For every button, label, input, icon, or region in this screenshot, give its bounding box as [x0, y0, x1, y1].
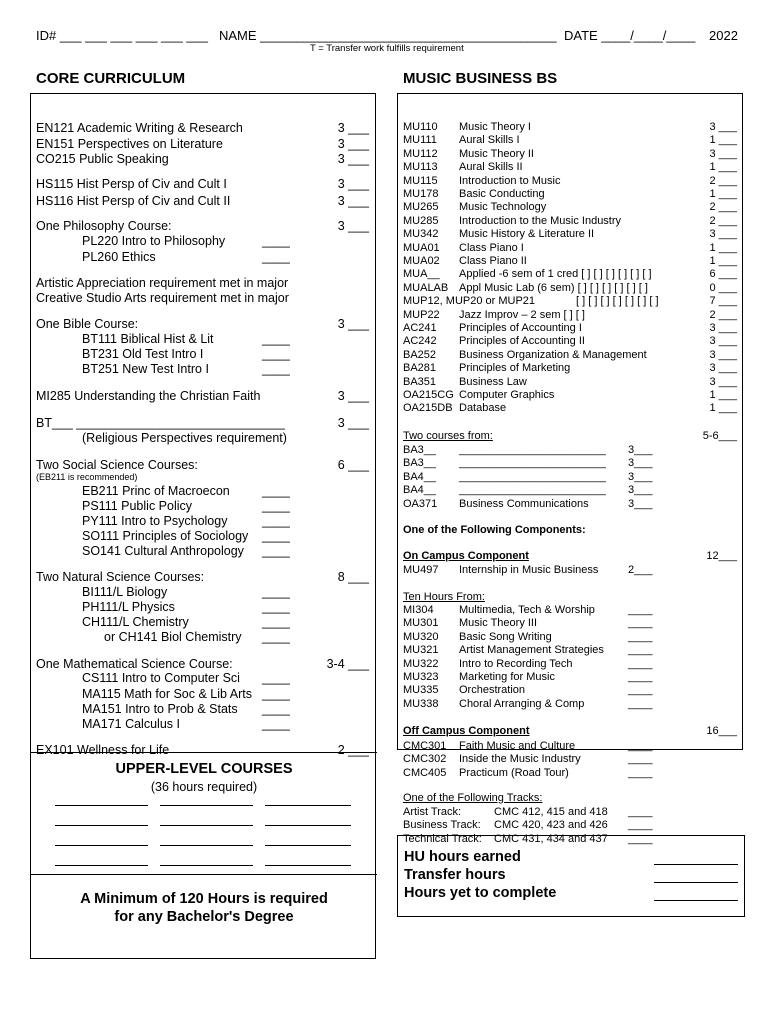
- core-course-row: One Philosophy Course:: [36, 219, 172, 233]
- music-hours-field[interactable]: 1 ___: [709, 134, 737, 147]
- elective-course-name[interactable]: Business Communications: [459, 497, 589, 510]
- elective-hours-field[interactable]: 3___: [628, 470, 653, 483]
- hu-hours-field[interactable]: [654, 864, 738, 865]
- ten-hours-check[interactable]: ____: [628, 671, 653, 683]
- off-campus-course-name: Practicum (Road Tour): [459, 766, 569, 779]
- core-check-field[interactable]: ____: [262, 615, 290, 629]
- music-course-name: Principles of Marketing: [459, 362, 571, 375]
- core-course-row: (Religious Perspectives requirement): [82, 431, 287, 445]
- music-course-code: MU265: [403, 201, 439, 214]
- transfer-hours-label: Transfer hours: [404, 867, 506, 883]
- music-course-name: Basic Conducting: [459, 188, 545, 200]
- music-course-name: Principles of Accounting II: [459, 335, 585, 348]
- on-campus-hours-field[interactable]: 12___: [706, 550, 737, 562]
- off-campus-hours-field[interactable]: 16___: [706, 725, 737, 737]
- music-course-code: AC241: [403, 322, 437, 334]
- core-check-field[interactable]: ____: [262, 332, 290, 346]
- core-hours-field[interactable]: 3 ___: [337, 389, 369, 403]
- core-hours-field[interactable]: 6 ___: [337, 458, 369, 472]
- music-course-name: Business Organization & Management: [459, 348, 647, 361]
- elective-course-code: BA4__: [403, 470, 437, 483]
- core-course-row: BT251 New Test Intro I: [82, 362, 209, 376]
- core-check-field[interactable]: ____: [262, 514, 290, 528]
- music-course-code: MU113: [403, 161, 438, 174]
- upper-level-title: UPPER-LEVEL COURSES: [115, 761, 293, 777]
- core-course-row: EB211 Princ of Macroecon: [82, 484, 230, 498]
- music-course-code: MUA01: [403, 241, 440, 254]
- ten-hours-check[interactable]: ____: [628, 630, 653, 643]
- core-check-field[interactable]: ____: [262, 499, 290, 513]
- music-course-name: Introduction to the Music Industry: [459, 214, 622, 227]
- music-course-code: MU110: [403, 121, 438, 133]
- off-campus-label: Off Campus Component: [403, 725, 530, 737]
- elective-course-name[interactable]: ________________________: [459, 444, 606, 456]
- music-course-code: MU178: [403, 188, 439, 200]
- core-course-row: EX101 Wellness for Life: [36, 743, 170, 757]
- date-field[interactable]: DATE ____/____/____: [564, 28, 696, 43]
- core-course-row: EN151 Perspectives on Literature: [36, 137, 223, 151]
- hours-summary-box: [397, 832, 745, 917]
- core-check-field[interactable]: ____: [262, 717, 290, 731]
- music-hours-field[interactable]: 3 ___: [709, 121, 737, 133]
- ten-hours-course-name: Intro to Recording Tech: [459, 657, 573, 670]
- music-course-name: Class Piano II: [459, 255, 527, 267]
- elective-hours-field[interactable]: 3___: [628, 497, 653, 510]
- elective-course-name[interactable]: ________________________: [459, 484, 606, 497]
- elective-course-name[interactable]: ________________________: [459, 457, 606, 470]
- core-hours-field[interactable]: 2 ___: [337, 743, 369, 757]
- core-course-row: (EB211 is recommended): [36, 472, 138, 482]
- ten-hours-course-name: Basic Song Writing: [459, 630, 552, 643]
- off-campus-course-code: CMC301: [403, 740, 447, 752]
- core-course-row: Two Natural Science Courses:: [36, 570, 205, 584]
- core-curriculum-section: [30, 70, 376, 959]
- core-course-row: Creative Studio Arts requirement met in major: [36, 291, 289, 305]
- music-course-code: MUALAB: [403, 281, 449, 294]
- track-check[interactable]: ____: [628, 819, 653, 832]
- ten-hours-course-name: Marketing for Music: [459, 671, 555, 683]
- music-course-name: Music Theory I: [459, 121, 531, 133]
- core-course-row: PH111/L Physics: [82, 600, 175, 614]
- music-course-name: Applied -6 sem of 1 cred [ ] [ ] [ ] [ ] [ ] [ ]: [459, 268, 652, 281]
- music-course-name: [ ] [ ] [ ] [ ] [ ] [ ] [ ]: [576, 295, 659, 308]
- music-hours-field[interactable]: 3 ___: [709, 375, 737, 388]
- ten-hours-course-name: Artist Management Strategies: [459, 644, 604, 657]
- music-course-name: Business Law: [459, 375, 527, 388]
- music-hours-field[interactable]: 1 ___: [709, 188, 737, 200]
- music-course-code: AC242: [403, 335, 437, 348]
- name-field[interactable]: NAME _________________________________________: [219, 28, 557, 43]
- music-hours-field[interactable]: 7 ___: [709, 295, 737, 308]
- music-course-name: Database: [459, 402, 507, 415]
- core-check-field[interactable]: ____: [262, 234, 290, 248]
- music-course-name: Aural Skills I: [459, 134, 520, 147]
- core-check-field[interactable]: ____: [262, 529, 290, 543]
- core-check-field[interactable]: ____: [262, 585, 290, 599]
- ten-hours-course-code: MU335: [403, 684, 439, 697]
- core-course-row: BT___ ______________________________: [36, 416, 285, 430]
- core-check-field[interactable]: ____: [262, 702, 290, 716]
- on-campus-label: On Campus Component: [403, 550, 529, 562]
- core-hours-field[interactable]: 3 ___: [337, 152, 369, 166]
- track-courses: CMC 420, 423 and 426: [494, 819, 608, 832]
- music-course-code: OA215CG: [403, 389, 454, 401]
- core-course-row: BI111/L Biology: [82, 585, 168, 599]
- transfer-note: T = Transfer work fulfills requirement: [310, 43, 464, 54]
- music-course-name: Computer Graphics: [459, 389, 555, 401]
- core-course-row: SO111 Principles of Sociology: [82, 529, 249, 543]
- music-hours-field[interactable]: 3 ___: [709, 362, 737, 375]
- core-check-field[interactable]: ____: [262, 250, 290, 264]
- music-hours-field[interactable]: 0 ___: [709, 281, 737, 294]
- core-course-row: HS116 Hist Persp of Civ and Cult II: [36, 194, 231, 208]
- upper-level-subtitle: (36 hours required): [150, 780, 258, 794]
- elective-course-code: BA4__: [403, 484, 437, 497]
- core-course-row: CO215 Public Speaking: [36, 152, 169, 166]
- ten-hours-course-name: Choral Arranging & Comp: [459, 697, 585, 710]
- music-hours-field[interactable]: 3 ___: [709, 322, 737, 334]
- music-course-name: Class Piano I: [459, 241, 524, 254]
- track-courses: CMC 431, 434 and 437: [494, 832, 608, 845]
- ten-hours-course-code: MU321: [403, 644, 439, 657]
- music-hours-field[interactable]: 1 ___: [709, 255, 737, 267]
- hu-hours-label: HU hours earned: [404, 849, 521, 865]
- music-hours-field[interactable]: 3 ___: [709, 335, 737, 348]
- upper-level-section: [31, 752, 377, 959]
- elective-course-code: BA3__: [403, 444, 437, 456]
- music-course-code: MUP22: [403, 308, 440, 321]
- ten-hours-label: Ten Hours From:: [403, 591, 485, 603]
- ten-hours-course-name: Multimedia, Tech & Worship: [459, 604, 595, 616]
- music-course-code: MU112: [403, 147, 438, 160]
- music-course-name: Music History & Literature II: [459, 228, 595, 241]
- music-hours-field[interactable]: 2 ___: [709, 214, 737, 227]
- off-campus-course-hours[interactable]: ____: [628, 753, 653, 766]
- music-hours-field[interactable]: 1 ___: [709, 161, 737, 174]
- core-curriculum-title: CORE CURRICULUM: [36, 70, 186, 87]
- core-course-row: HS115 Hist Persp of Civ and Cult I: [36, 177, 227, 191]
- core-hours-field[interactable]: 3-4 ___: [326, 657, 369, 671]
- elective-course-code: BA3__: [403, 457, 437, 470]
- core-course-row: or CH141 Biol Chemistry: [104, 630, 242, 644]
- music-course-code: OA215DB: [403, 402, 453, 415]
- core-check-field[interactable]: ____: [262, 544, 290, 558]
- ten-hours-course-code: MU323: [403, 671, 439, 683]
- core-course-row: PL220 Intro to Philosophy: [82, 234, 226, 248]
- core-check-field[interactable]: ____: [262, 347, 290, 361]
- core-hours-field[interactable]: 3 ___: [337, 416, 369, 430]
- track-name: Technical Track:: [403, 832, 482, 845]
- off-campus-course-code: CMC302: [403, 753, 447, 766]
- off-campus-course-hours[interactable]: ____: [628, 740, 653, 752]
- music-course-name: Appl Music Lab (6 sem) [ ] [ ] [ ] [ ] [ ] [ ]: [459, 281, 648, 294]
- ten-hours-check[interactable]: ____: [628, 697, 653, 710]
- core-course-row: Artistic Appreciation requirement met in major: [36, 276, 289, 290]
- track-check[interactable]: ____: [628, 806, 653, 818]
- ten-hours-course-code: MU301: [403, 617, 439, 630]
- core-course-row: PY111 Intro to Psychology: [82, 514, 228, 528]
- core-hours-field[interactable]: 3 ___: [337, 317, 369, 331]
- music-business-section: [397, 70, 743, 845]
- elective-hours-field[interactable]: 3___: [628, 444, 653, 456]
- music-course-code: MU111: [403, 134, 437, 147]
- tracks-label: One of the Following Tracks:: [403, 792, 543, 804]
- music-course-code: BA351: [403, 375, 437, 388]
- off-campus-course-name: Inside the Music Industry: [459, 753, 581, 766]
- track-check[interactable]: ____: [628, 832, 653, 845]
- core-course-row: MA115 Math for Soc & Lib Arts: [82, 687, 252, 701]
- core-course-row: PL260 Ethics: [82, 250, 156, 264]
- music-course-name: Music Theory II: [459, 147, 534, 160]
- two-courses-hours-field[interactable]: 5-6___: [702, 430, 737, 442]
- music-hours-field[interactable]: 2 ___: [709, 201, 737, 214]
- core-hours-field[interactable]: 3 ___: [337, 137, 369, 151]
- core-check-field[interactable]: ____: [262, 687, 290, 701]
- core-course-row: One Bible Course:: [36, 317, 139, 331]
- core-hours-field[interactable]: 3 ___: [337, 194, 369, 208]
- track-name: Artist Track:: [403, 806, 462, 818]
- core-course-row: MI285 Understanding the Christian Faith: [36, 389, 261, 403]
- elective-hours-field[interactable]: 3___: [628, 484, 653, 497]
- ten-hours-course-name: Music Theory III: [459, 617, 538, 630]
- music-course-code: BA281: [403, 362, 437, 375]
- id-field[interactable]: ID# ___ ___ ___ ___ ___ ___: [36, 28, 209, 43]
- music-course-name: Introduction to Music: [459, 174, 561, 187]
- core-check-field[interactable]: ____: [262, 600, 290, 614]
- core-course-row: MA151 Intro to Prob & Stats: [82, 702, 238, 716]
- ten-hours-check[interactable]: ____: [628, 684, 653, 697]
- music-hours-field[interactable]: 3 ___: [709, 147, 737, 160]
- core-hours-field[interactable]: 8 ___: [337, 570, 369, 584]
- track-name: Business Track:: [403, 819, 481, 832]
- music-course-name: Jazz Improv – 2 sem [ ] [ ]: [459, 308, 585, 321]
- music-course-code: MUA02: [403, 255, 440, 267]
- minimum-hours-note: A Minimum of 120 Hours is required: [80, 891, 328, 907]
- music-business-box: [397, 93, 743, 750]
- ten-hours-check[interactable]: ____: [628, 604, 653, 616]
- core-check-field[interactable]: ____: [262, 484, 290, 498]
- transfer-hours-field[interactable]: [654, 882, 738, 883]
- music-hours-field[interactable]: 2 ___: [709, 308, 737, 321]
- music-hours-field[interactable]: 2 ___: [709, 174, 737, 187]
- ten-hours-course-code: MI304: [403, 604, 434, 616]
- elective-course-code: OA371: [403, 497, 438, 510]
- hours-yet-field[interactable]: [654, 900, 738, 901]
- hours-yet-label: Hours yet to complete: [404, 885, 557, 901]
- components-label: One of the Following Components:: [403, 524, 586, 536]
- music-hours-field[interactable]: 3 ___: [709, 228, 737, 241]
- off-campus-course-name: Faith Music and Culture: [459, 740, 576, 752]
- core-course-row: PS111 Public Policy: [82, 499, 193, 513]
- ten-hours-check[interactable]: ____: [628, 617, 653, 630]
- core-check-field[interactable]: ____: [262, 630, 290, 644]
- music-course-code: MU285: [403, 214, 439, 227]
- off-campus-course-hours[interactable]: ____: [628, 766, 653, 779]
- core-hours-field[interactable]: 3 ___: [337, 121, 369, 135]
- ten-hours-course-code: MU320: [403, 630, 439, 643]
- music-course-name: Aural Skills II: [459, 161, 523, 174]
- core-hours-field[interactable]: 3 ___: [337, 177, 369, 191]
- core-course-row: One Mathematical Science Course:: [36, 657, 233, 671]
- core-course-row: CH111/L Chemistry: [82, 615, 189, 629]
- core-course-row: BT111 Biblical Hist & Lit: [82, 332, 214, 346]
- core-course-row: SO141 Cultural Anthropology: [82, 544, 244, 558]
- music-hours-field[interactable]: 3 ___: [709, 348, 737, 361]
- elective-hours-field[interactable]: 3___: [628, 457, 653, 470]
- music-business-title: MUSIC BUSINESS BS: [403, 70, 558, 87]
- on-campus-course-name: Internship in Music Business: [459, 564, 599, 576]
- music-course-code: BA252: [403, 348, 437, 361]
- music-hours-field[interactable]: 1 ___: [709, 389, 737, 401]
- ten-hours-course-name: Orchestration: [459, 684, 526, 697]
- music-hours-field[interactable]: 1 ___: [709, 241, 737, 254]
- music-course-code: MU342: [403, 228, 439, 241]
- ten-hours-check[interactable]: ____: [628, 644, 653, 657]
- core-course-row: BT231 Old Test Intro I: [82, 347, 204, 361]
- track-courses: CMC 412, 415 and 418: [494, 806, 608, 818]
- ten-hours-course-code: MU322: [403, 657, 439, 670]
- ten-hours-course-code: MU338: [403, 697, 439, 710]
- music-course-code: MUP12, MUP20 or MUP21: [403, 295, 536, 308]
- core-check-field[interactable]: ____: [262, 362, 290, 376]
- on-campus-course-code: MU497: [403, 564, 439, 576]
- off-campus-course-code: CMC405: [403, 766, 447, 779]
- core-course-row: EN121 Academic Writing & Research: [36, 121, 243, 135]
- ten-hours-check[interactable]: ____: [628, 657, 653, 670]
- music-course-name: Music Technology: [459, 201, 547, 214]
- music-course-code: MUA__: [403, 268, 440, 281]
- core-check-field[interactable]: ____: [262, 671, 290, 685]
- year-label: 2022: [709, 28, 738, 43]
- core-course-row: Two Social Science Courses:: [36, 458, 198, 472]
- on-campus-course-hours[interactable]: 2___: [628, 564, 653, 576]
- core-hours-field[interactable]: 3 ___: [337, 219, 369, 233]
- music-course-name: Principles of Accounting I: [459, 322, 582, 334]
- music-hours-field[interactable]: 6 ___: [709, 268, 737, 281]
- music-course-code: MU115: [403, 174, 438, 187]
- two-courses-label: Two courses from:: [403, 430, 493, 442]
- elective-course-name[interactable]: ________________________: [459, 470, 606, 483]
- core-course-row: MA171 Calculus I: [82, 717, 180, 731]
- minimum-hours-note-2: for any Bachelor's Degree: [114, 909, 294, 925]
- core-curriculum-box: [30, 93, 376, 959]
- core-course-row: CS111 Intro to Computer Sci: [82, 671, 240, 685]
- music-hours-field[interactable]: 1 ___: [709, 402, 737, 415]
